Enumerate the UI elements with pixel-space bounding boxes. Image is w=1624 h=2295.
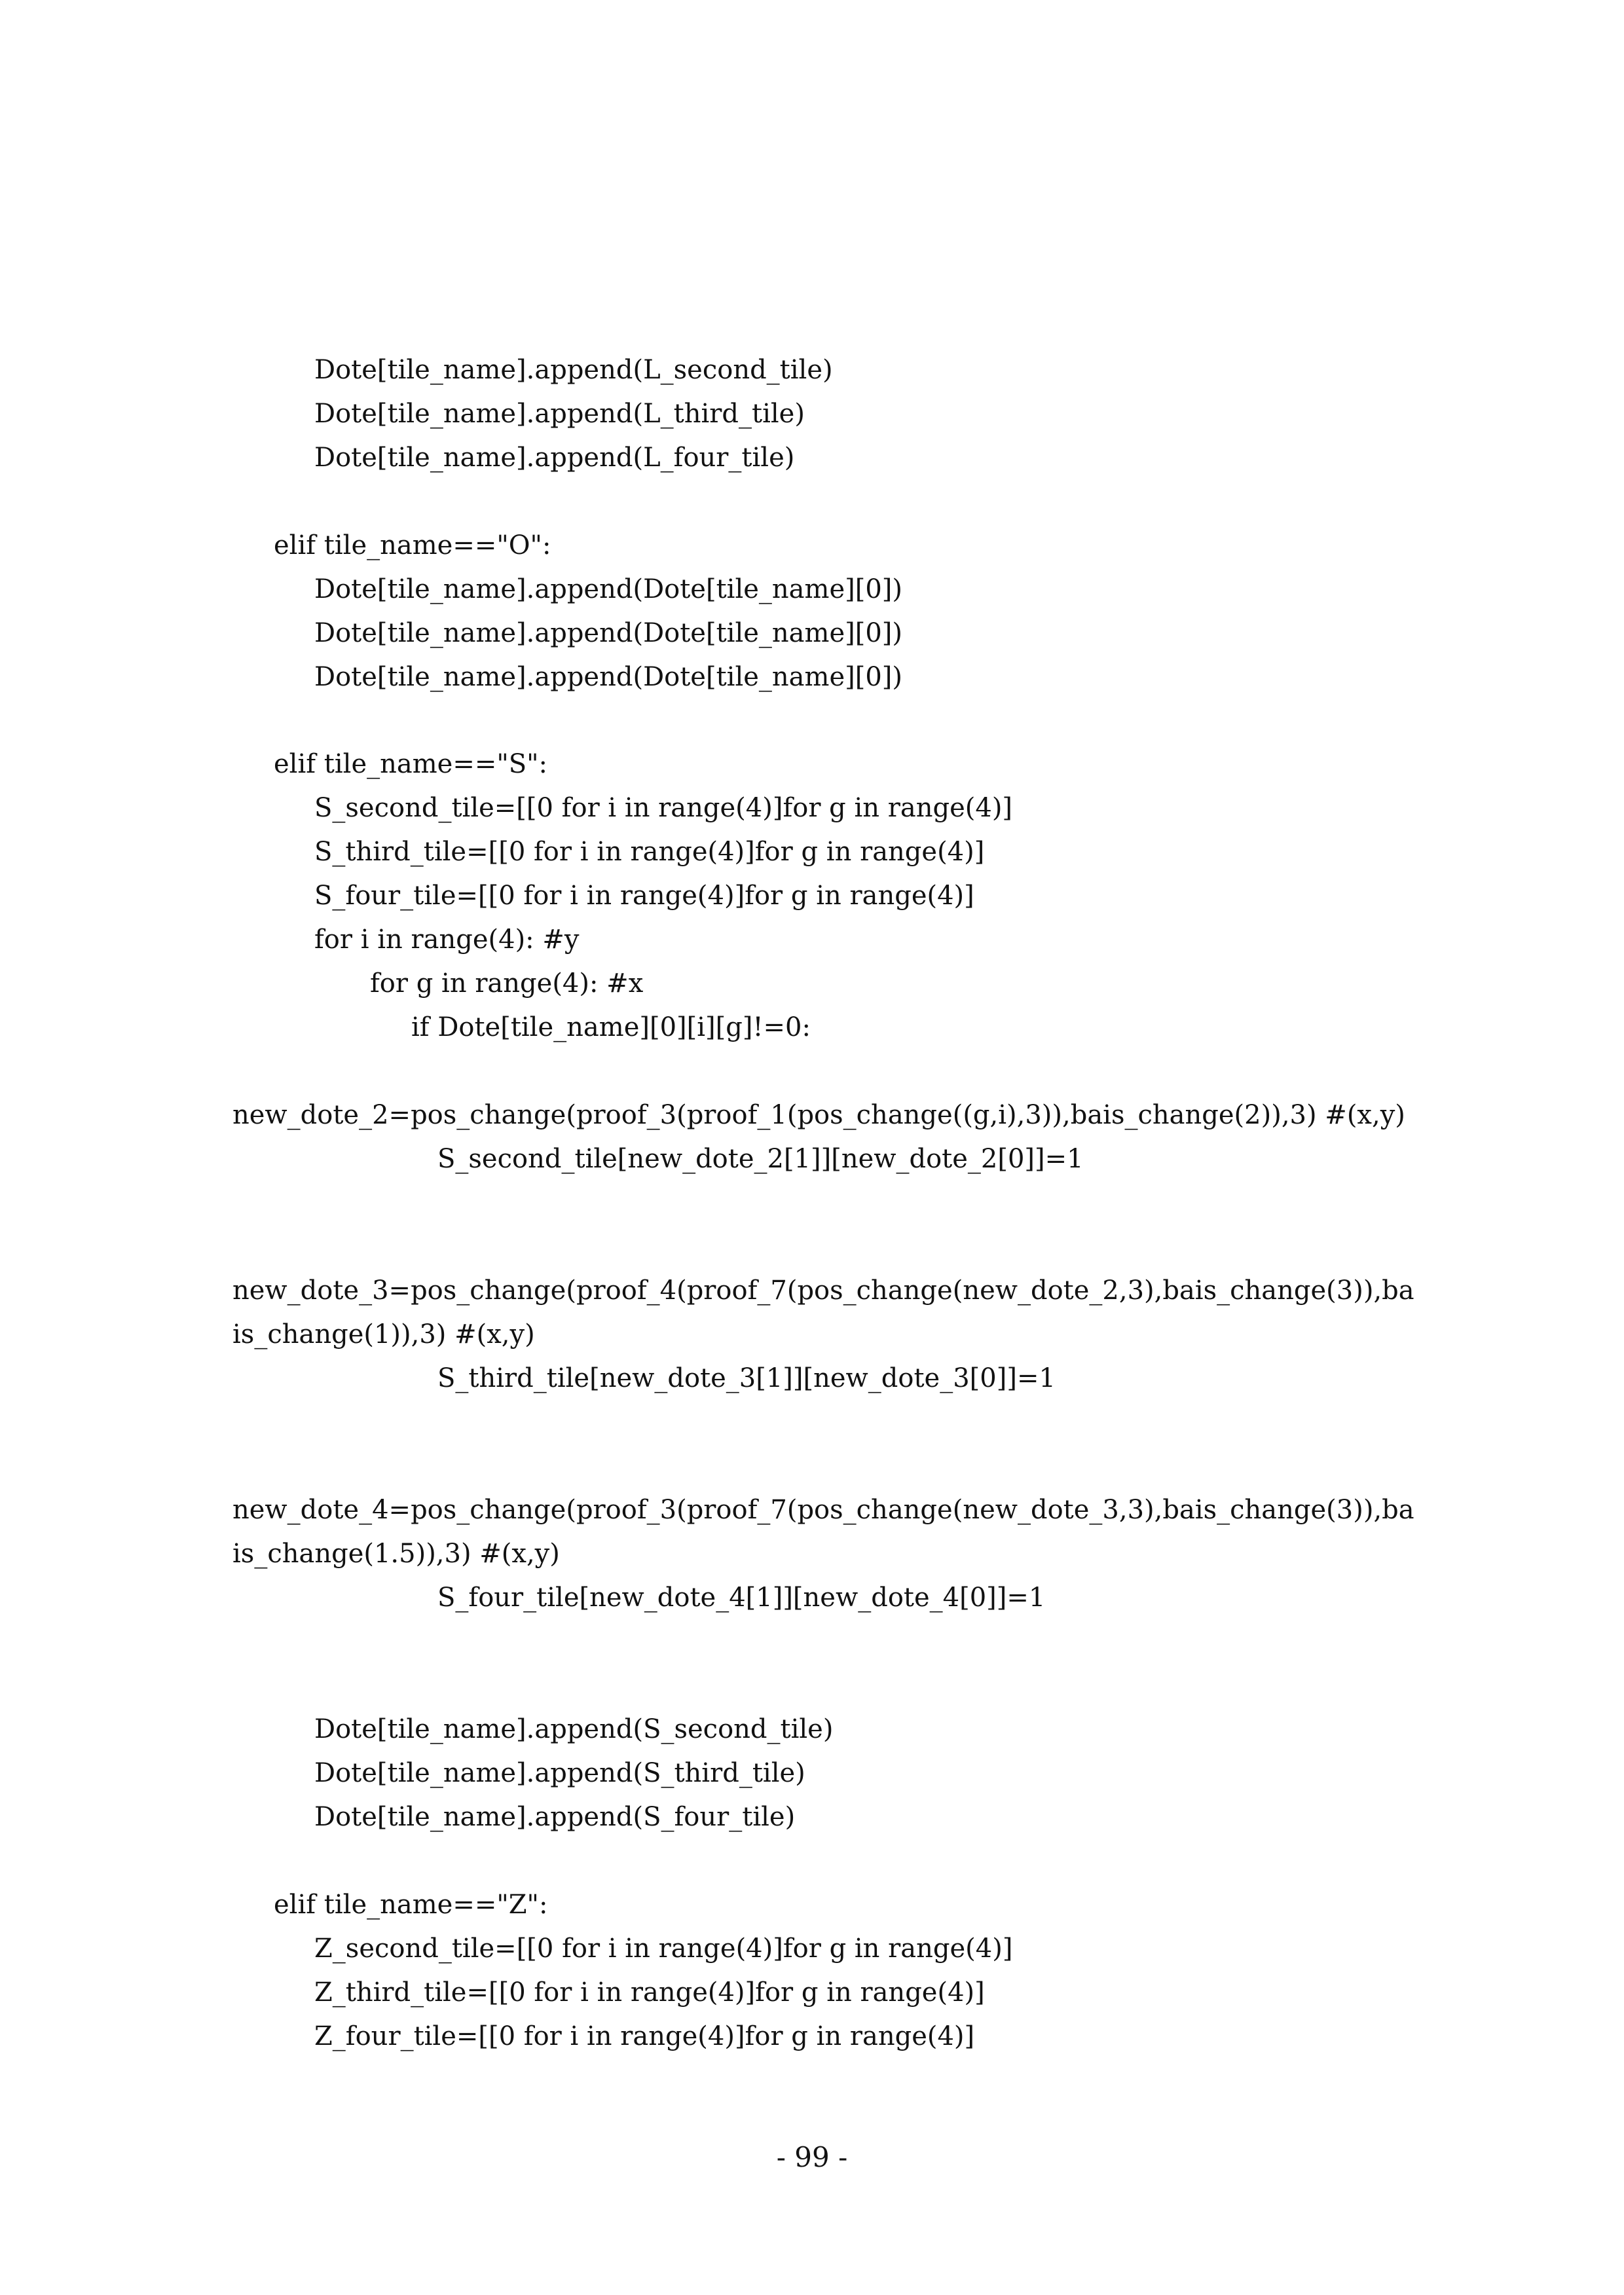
code-line: is_change(1.5)),3) #(x,y) — [232, 1539, 560, 1569]
code-line: Dote[tile_name].append(L_second_tile) — [314, 355, 833, 385]
code-line: for g in range(4): #x — [370, 968, 644, 999]
code-line: new_dote_2=pos_change(proof_3(proof_1(pos_change((g,i),3)),bais_change(2)),3) #(x,y) — [232, 1100, 1405, 1130]
code-line: Dote[tile_name].append(S_four_tile) — [314, 1802, 796, 1832]
code-line: Z_four_tile=[[0 for i in range(4)]for g in range(4)] — [314, 2021, 975, 2051]
code-line: S_third_tile[new_dote_3[1]][new_dote_3[0]]=1 — [437, 1363, 1056, 1393]
code-line: S_second_tile=[[0 for i in range(4)]for g in range(4)] — [314, 793, 1013, 823]
code-line: S_third_tile=[[0 for i in range(4)]for g in range(4)] — [314, 837, 985, 867]
code-line: Z_third_tile=[[0 for i in range(4)]for g in range(4)] — [314, 1977, 985, 2008]
code-line: Dote[tile_name].append(L_four_tile) — [314, 443, 795, 473]
code-line: elif tile_name=="S": — [274, 749, 548, 779]
code-line: elif tile_name=="Z": — [274, 1890, 548, 1920]
code-line: elif tile_name=="O": — [274, 530, 551, 560]
code-line: if Dote[tile_name][0][i][g]!=0: — [411, 1012, 811, 1042]
code-line: S_four_tile[new_dote_4[1]][new_dote_4[0]]=1 — [437, 1583, 1046, 1613]
code-line: Z_second_tile=[[0 for i in range(4)]for g in range(4)] — [314, 1934, 1013, 1964]
code-line: Dote[tile_name].append(Dote[tile_name][0]) — [314, 574, 902, 604]
code-line: S_four_tile=[[0 for i in range(4)]for g in range(4)] — [314, 881, 974, 911]
code-line: Dote[tile_name].append(L_third_tile) — [314, 399, 805, 429]
code-line: S_second_tile[new_dote_2[1]][new_dote_2[0]]=1 — [437, 1144, 1084, 1174]
code-line: for i in range(4): #y — [314, 925, 580, 955]
code-line: Dote[tile_name].append(Dote[tile_name][0]) — [314, 662, 902, 692]
code-line: is_change(1)),3) #(x,y) — [232, 1319, 535, 1349]
code-line: Dote[tile_name].append(S_third_tile) — [314, 1758, 805, 1788]
code-line: new_dote_4=pos_change(proof_3(proof_7(pos_change(new_dote_3,3),bais_change(3)),ba — [232, 1495, 1414, 1525]
page-number: - 99 - — [776, 2141, 848, 2173]
code-line: Dote[tile_name].append(Dote[tile_name][0]) — [314, 618, 902, 648]
code-line: Dote[tile_name].append(S_second_tile) — [314, 1714, 834, 1744]
code-line: new_dote_3=pos_change(proof_4(proof_7(pos_change(new_dote_2,3),bais_change(3)),ba — [232, 1276, 1414, 1306]
